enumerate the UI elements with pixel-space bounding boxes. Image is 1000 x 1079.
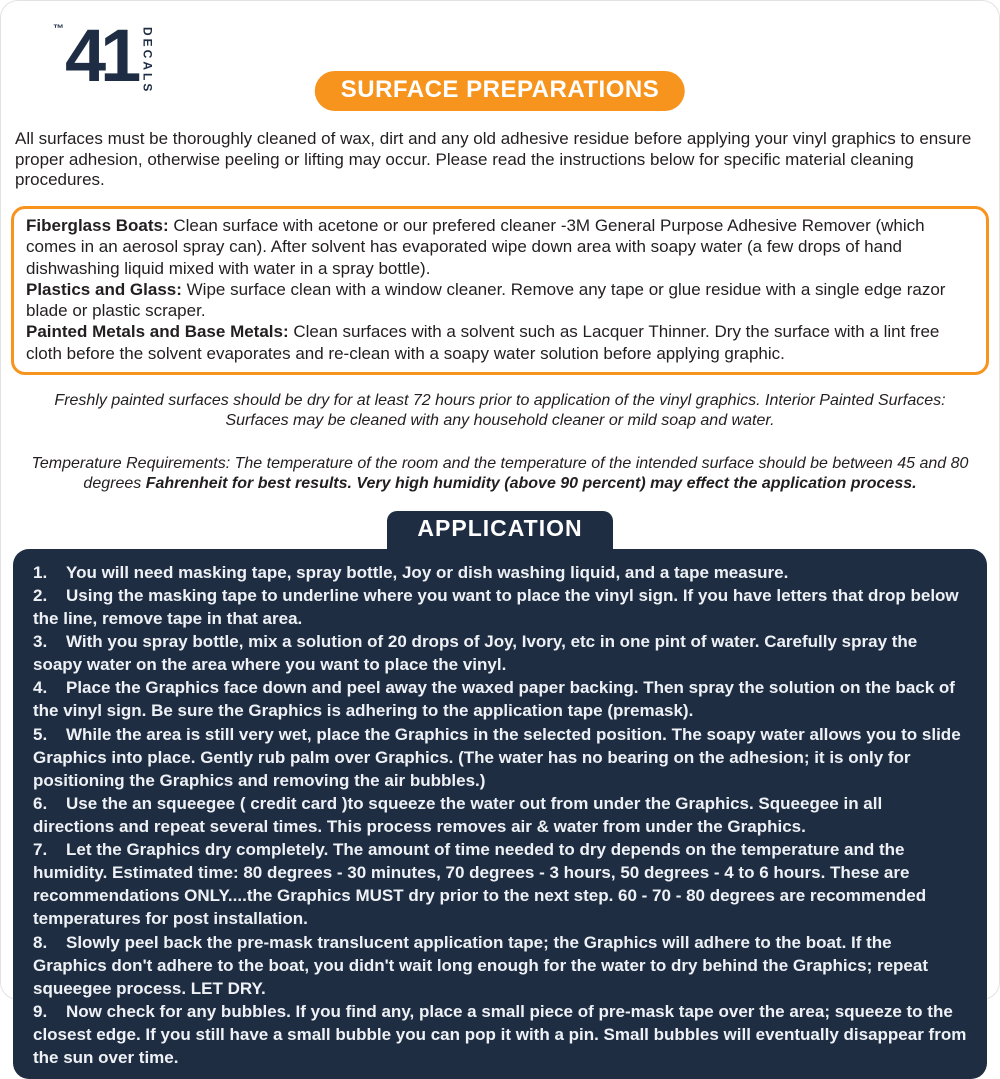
step-number: 5. bbox=[33, 724, 48, 744]
intro-paragraph: All surfaces must be thoroughly cleaned of wax, dirt and any old adhesive residue before applying your vinyl graphics to ensure proper adhesion, otherwise peeling or lifting may occur. Please read the instructions below for specific material cleaning procedures. bbox=[15, 129, 972, 190]
application-step-6 bbox=[33, 792, 967, 838]
material-text: Clean surface with acetone or our prefered cleaner -3M General Purpose Adhesive Remover (which comes in an aerosol spray can). After solvent has evaporated wipe down area with soapy water (a few drops of hand dishwashing liquid mixed with water in a spray bottle). bbox=[26, 216, 925, 278]
freshly-painted-note: Freshly painted surfaces should be dry for at least 72 hours prior to application of the vinyl graphics. Interior Painted Surfaces: Surfaces may be cleaned with any household cleaner or mild soap and water. bbox=[54, 391, 946, 430]
step-number: 6. bbox=[33, 793, 48, 813]
step-number: 8. bbox=[33, 932, 48, 952]
surface-preparations-title: SURFACE PREPARATIONS bbox=[315, 71, 685, 111]
materials-cleaning-box bbox=[11, 206, 989, 375]
material-painted-metals bbox=[26, 321, 974, 364]
step-text: You will need masking tape, spray bottle, Joy or dish washing liquid, and a tape measure. bbox=[66, 562, 789, 582]
application-step-8 bbox=[33, 931, 967, 1000]
step-text: With you spray bottle, mix a solution of 20 drops of Joy, Ivory, etc in one pint of water. Carefully spray the soapy water on the area where you want to place the vinyl. bbox=[33, 632, 918, 675]
temperature-note-bold: Fahrenheit for best results. Very high humidity (above 90 percent) may effect the application process. bbox=[145, 475, 917, 493]
step-number: 2. bbox=[33, 585, 48, 605]
application-step-4 bbox=[33, 676, 967, 722]
material-text: Clean surfaces with a solvent such as Lacquer Thinner. Dry the surface with a lint free cloth before the solvent evaporates and re-clean with a soapy water solution before applying graphic. bbox=[26, 322, 940, 363]
step-number: 9. bbox=[33, 1001, 48, 1021]
step-text: Let the Graphics dry completely. The amount of time needed to dry depends on the temperature and the humidity. Estimated time: 80 degrees - 30 minutes, 70 degrees - 3 hours, 50 degrees - 4 to 6 hours. These are recommendations ONLY....the Graphics MUST dry prior to the next step. 60 - 70 - 80 degrees are recommended temperatures for post installation. bbox=[33, 840, 927, 929]
application-steps-box bbox=[13, 549, 987, 1079]
step-text: Slowly peel back the pre-mask translucent application tape; the Graphics will adhere to the boat. If the Graphics don't adhere to the boat, you didn't wait long enough for the water to dry behind the Graphics; repeat squeegee process. LET DRY. bbox=[33, 932, 928, 998]
material-label: Fiberglass Boats: bbox=[26, 216, 169, 236]
brand-logo bbox=[53, 14, 155, 97]
application-step-9 bbox=[33, 1000, 967, 1069]
logo-decals-text: DECALS bbox=[140, 27, 155, 95]
material-label: Plastics and Glass: bbox=[26, 279, 182, 299]
application-step-2 bbox=[33, 584, 967, 630]
step-number: 4. bbox=[33, 678, 48, 698]
application-title-tab: APPLICATION bbox=[387, 511, 612, 549]
application-step-1 bbox=[33, 561, 967, 584]
step-text: Using the masking tape to underline where you want to place the vinyl sign. If you have letters that drop below the line, remove tape in that area. bbox=[33, 585, 959, 629]
step-number: 7. bbox=[33, 840, 48, 860]
logo-number: 41 bbox=[65, 14, 136, 97]
step-number: 3. bbox=[33, 632, 48, 652]
temperature-requirements-note bbox=[27, 454, 973, 495]
step-text: Use the an squeegee ( credit card )to squeeze the water out from under the Graphics. Squeegee in all directions and repeat several times. This process removes air & water from under the Graphics. bbox=[33, 793, 883, 837]
material-plastics-glass bbox=[26, 279, 974, 322]
step-number: 1. bbox=[33, 562, 48, 582]
header bbox=[1, 15, 999, 119]
application-step-5 bbox=[33, 723, 967, 792]
temperature-note-regular: Temperature Requirements: The temperature of the room and the temperature of the intended surface should be between 45 and 80 degrees bbox=[31, 454, 969, 493]
trademark-symbol: ™ bbox=[53, 23, 64, 35]
step-text: While the area is still very wet, place the Graphics in the selected position. The soapy water allows you to slide Graphics into place. Gently rub palm over Graphics. (The water has no bearing on the adhesion; it is only for positioning the Graphics and removing the air bubbles.) bbox=[33, 724, 961, 790]
material-fiberglass bbox=[26, 215, 974, 279]
material-text: Wipe surface clean with a window cleaner. Remove any tape or glue residue with a single edge razor blade or plastic scraper. bbox=[26, 279, 946, 321]
step-text: Place the Graphics face down and peel away the waxed paper backing. Then spray the solution on the back of the vinyl sign. Be sure the Graphics is adhering to the application tape (premask). bbox=[33, 678, 955, 721]
material-label: Painted Metals and Base Metals: bbox=[26, 322, 289, 342]
application-step-7 bbox=[33, 838, 967, 930]
application-step-3 bbox=[33, 630, 967, 676]
step-text: Now check for any bubbles. If you find any, place a small piece of pre-mask tape over the area; squeeze to the closest edge. If you still have a small bubble you can pop it with a pin. Small bubbles will eventually disappear from the sun over time. bbox=[33, 1001, 967, 1068]
